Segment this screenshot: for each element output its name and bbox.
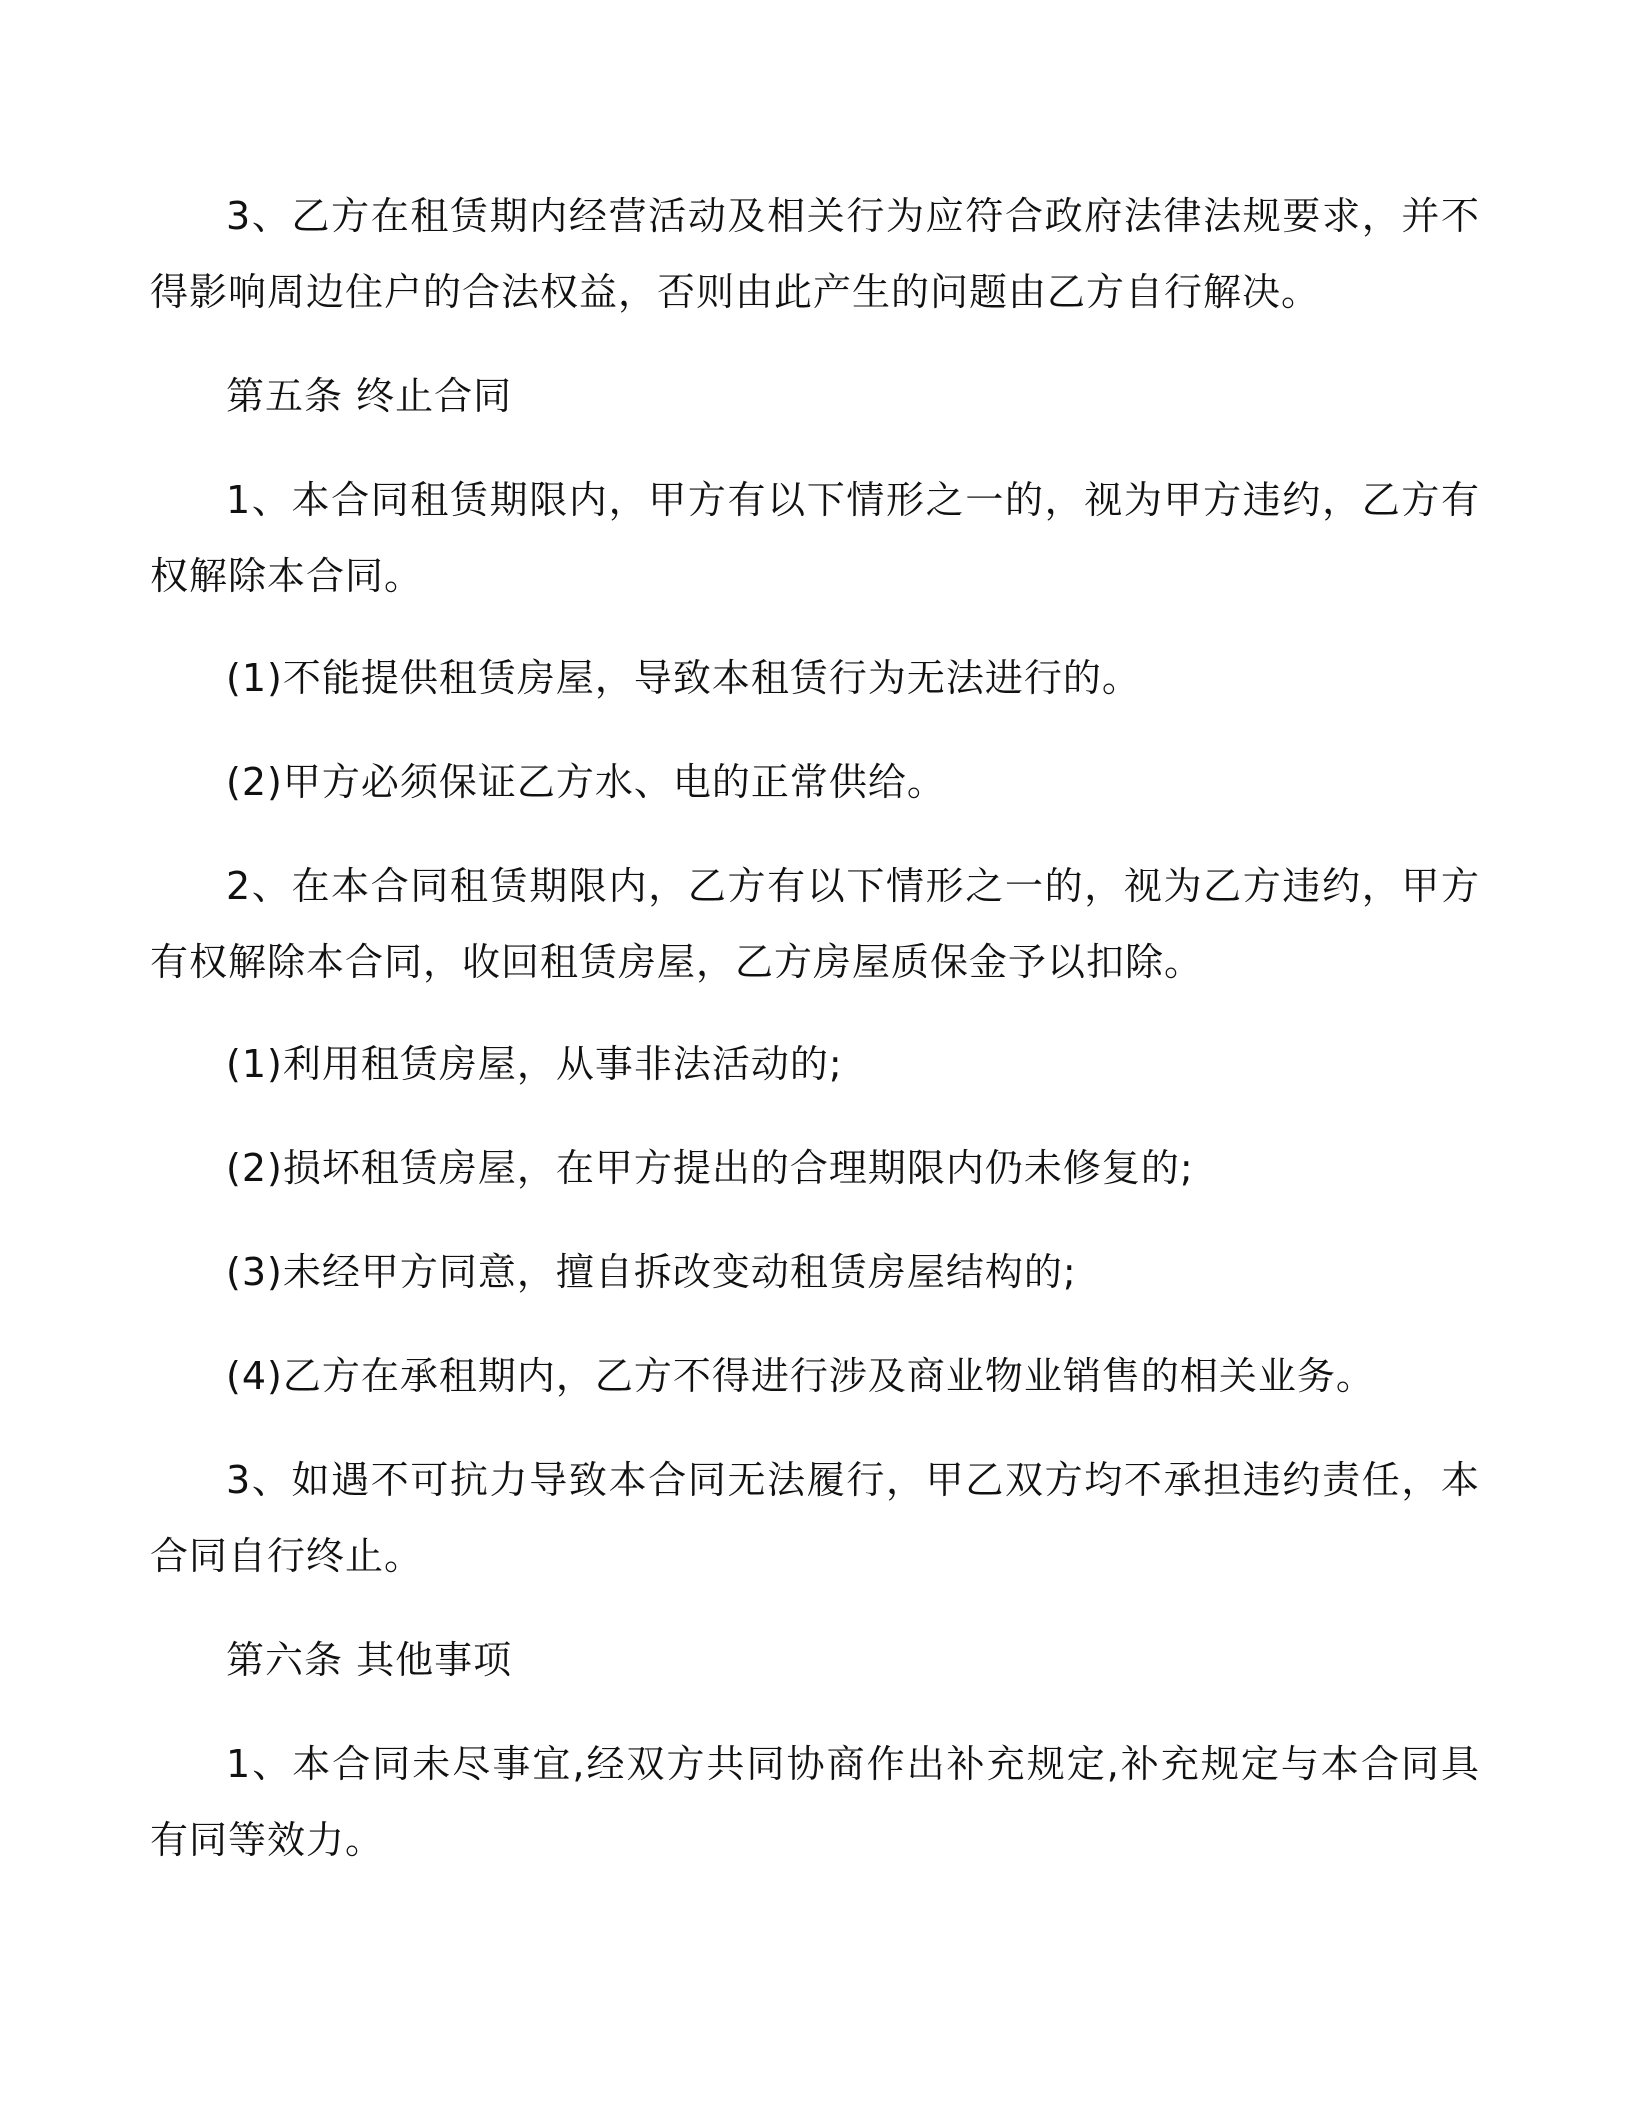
clause-4-item-3: 3、乙方在租赁期内经营活动及相关行为应符合政府法律法规要求，并不得影响周边住户的合法权益，否则由此产生的问题由乙方自行解决。 [150, 194, 1480, 314]
article-5-heading: 第五条 终止合同 [226, 374, 513, 418]
clause-5-item-2-sub-2: (2)损坏租赁房屋，在甲方提出的合理期限内仍未修复的; [226, 1146, 1194, 1190]
clause-6-item-1: 1、本合同未尽事宜,经双方共同协商作出补充规定,补充规定与本合同具有同等效力。 [150, 1742, 1480, 1862]
clause-5-item-1: 1、本合同租赁期限内，甲方有以下情形之一的，视为甲方违约，乙方有权解除本合同。 [150, 478, 1480, 598]
article-6-heading: 第六条 其他事项 [226, 1638, 513, 1682]
clause-5-item-2-sub-1: (1)利用租赁房屋，从事非法活动的; [226, 1042, 843, 1086]
clause-5-item-3: 3、如遇不可抗力导致本合同无法履行，甲乙双方均不承担违约责任，本合同自行终止。 [150, 1458, 1480, 1578]
clause-5-item-1-sub-2: (2)甲方必须保证乙方水、电的正常供给。 [226, 760, 946, 804]
clause-5-item-2-sub-3: (3)未经甲方同意，擅自拆改变动租赁房屋结构的; [226, 1250, 1077, 1294]
clause-5-item-1-sub-1: (1)不能提供租赁房屋，导致本租赁行为无法进行的。 [226, 656, 1141, 700]
clause-5-item-2-sub-4: (4)乙方在承租期内，乙方不得进行涉及商业物业销售的相关业务。 [226, 1354, 1375, 1398]
clause-5-item-2: 2、在本合同租赁期限内，乙方有以下情形之一的，视为乙方违约，甲方有权解除本合同，收回租赁房屋，乙方房屋质保金予以扣除。 [150, 864, 1480, 984]
